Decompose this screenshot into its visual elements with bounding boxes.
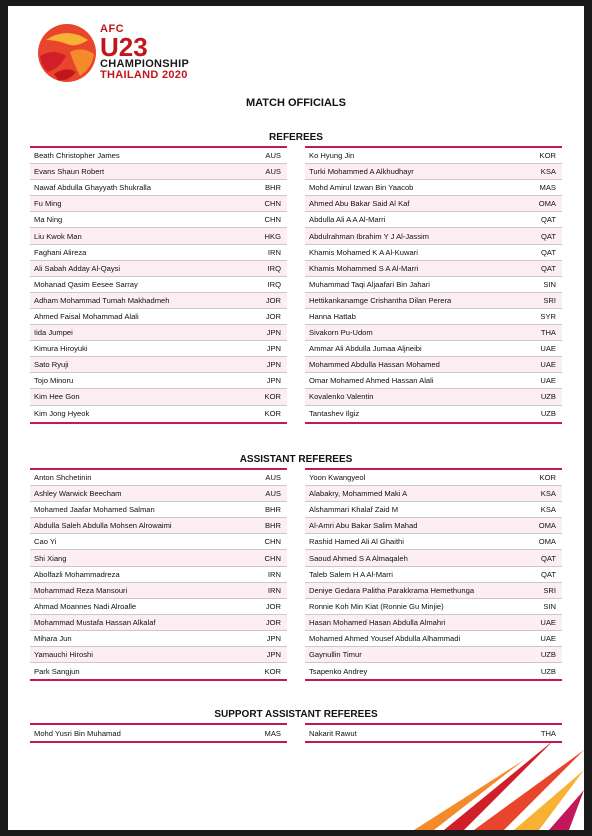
official-country-code: KOR [264, 392, 281, 402]
official-row [305, 309, 562, 325]
official-name: Ronnie Koh Min Kiat (Ronnie Gu Minjie) [309, 601, 444, 611]
official-name: Muhammad Taqi Aljaafari Bin Jahari [309, 279, 430, 289]
referees-right-list [305, 146, 562, 424]
official-row [30, 389, 287, 405]
official-row [305, 164, 562, 180]
official-row [305, 534, 562, 550]
official-country-code: UAE [540, 344, 556, 354]
official-name: Hasan Mohamed Hasan Abdulla Almahri [309, 617, 446, 627]
official-country-code: OMA [538, 521, 556, 531]
official-row [30, 277, 287, 293]
official-name: Alabakry, Mohammed Maki A [309, 489, 408, 499]
official-name: Sivakorn Pu-Udom [309, 328, 373, 338]
official-row [30, 567, 287, 583]
official-row [30, 663, 287, 679]
official-name: Abdulla Ali A A Al-Marri [309, 215, 386, 225]
official-name: Mohamed Ahmed Yousef Abdulla Alhammadi [309, 633, 461, 643]
official-row [30, 518, 287, 534]
official-country-code: KOR [539, 473, 556, 483]
official-row [30, 647, 287, 663]
official-name: Deniye Gedara Palitha Parakkrama Hemethunga [309, 585, 475, 595]
official-row [305, 341, 562, 357]
official-row [305, 470, 562, 486]
official-name: Iida Jumpei [34, 328, 73, 338]
official-name: Ali Sabah Adday Al-Qaysi [34, 263, 121, 273]
official-name: Liu Kwok Man [34, 231, 82, 241]
official-row [305, 502, 562, 518]
official-country-code: JPN [266, 633, 281, 643]
official-name: Turki Mohammed A Alkhudhayr [309, 167, 414, 177]
official-name: Mihara Jun [34, 633, 72, 643]
section-heading-assistant-referees: ASSISTANT REFEREES [239, 454, 353, 465]
official-row [305, 373, 562, 389]
official-name: Fu Ming [34, 199, 62, 209]
official-name: Kimura Hiroyuki [34, 344, 88, 354]
official-row [30, 180, 287, 196]
official-country-code: SIN [543, 279, 556, 289]
official-row [30, 293, 287, 309]
official-row [30, 228, 287, 244]
official-country-code: JPN [266, 344, 281, 354]
official-row [305, 180, 562, 196]
official-country-code: JOR [265, 311, 281, 321]
official-row [305, 567, 562, 583]
official-country-code: SYR [540, 311, 556, 321]
official-row [30, 325, 287, 341]
official-row [305, 277, 562, 293]
official-name: Faghani Alireza [34, 247, 87, 257]
official-country-code: JOR [265, 601, 281, 611]
official-name: Alshammari Khalaf Zaid M [309, 505, 399, 515]
official-country-code: IRQ [267, 279, 281, 289]
official-name: Gaynullin Timur [309, 650, 362, 660]
official-country-code: AUS [265, 489, 281, 499]
afc-u23-logo [36, 22, 236, 92]
official-country-code: CHN [264, 537, 281, 547]
official-row [305, 486, 562, 502]
official-country-code: KOR [539, 151, 556, 161]
official-country-code: MAS [539, 183, 556, 193]
football-logo-icon [36, 22, 98, 84]
official-country-code: BHR [264, 521, 281, 531]
official-name: Ahmad Moannes Nadi Alroalle [34, 601, 137, 611]
support-referees-left-list [30, 723, 287, 743]
official-row [30, 212, 287, 228]
official-row [305, 261, 562, 277]
official-row [30, 583, 287, 599]
document-page [8, 6, 584, 830]
official-row [30, 406, 287, 422]
official-row [30, 164, 287, 180]
official-name: Nakarit Rawut [309, 728, 357, 738]
official-name: Yamauchi Hiroshi [34, 650, 93, 660]
official-name: Rashid Hamed Ali Al Ghaithi [309, 537, 404, 547]
official-country-code: HKG [264, 231, 281, 241]
official-name: Ammar Ali Abdulla Jumaa Aljneibi [309, 344, 422, 354]
logo-u23: U23 [100, 32, 148, 62]
official-row [305, 406, 562, 422]
official-country-code: UAE [540, 633, 556, 643]
official-country-code: OMA [538, 537, 556, 547]
official-name: Khamis Mohamed K A Al-Kuwari [309, 247, 418, 257]
official-name: Abdulrahman Ibrahim Y J Al-Jassim [309, 231, 430, 241]
official-name: Omar Mohamed Ahmed Hassan Alali [309, 376, 434, 386]
official-country-code: AUS [265, 167, 281, 177]
official-row [305, 599, 562, 615]
official-name: Abolfazli Mohammadreza [34, 569, 120, 579]
official-country-code: IRN [267, 247, 281, 257]
official-row [30, 341, 287, 357]
referees-left-list [30, 146, 287, 424]
official-country-code: UZB [540, 409, 556, 419]
official-row [305, 212, 562, 228]
official-row [305, 245, 562, 261]
logo-host: THAILAND 2020 [100, 69, 188, 81]
official-row [305, 148, 562, 164]
official-country-code: BHR [264, 183, 281, 193]
official-country-code: KOR [264, 409, 281, 419]
official-country-code: CHN [264, 553, 281, 563]
logo-afc: AFC [100, 23, 125, 35]
official-row [30, 599, 287, 615]
official-name: Mohammad Reza Mansouri [34, 585, 128, 595]
official-name: Mohanad Qasim Eesee Sarray [34, 279, 138, 289]
official-row [305, 389, 562, 405]
official-country-code: QAT [540, 215, 556, 225]
official-row [30, 725, 287, 741]
official-row [305, 647, 562, 663]
official-name: Kovalenko Valentin [309, 392, 374, 402]
official-country-code: SIN [543, 601, 556, 611]
official-name: Mohammad Mustafa Hassan Alkalaf [34, 617, 156, 627]
decorative-flame-graphic [354, 740, 584, 830]
official-name: Ko Hyung Jin [309, 151, 355, 161]
official-country-code: QAT [540, 263, 556, 273]
official-row [30, 534, 287, 550]
official-row [305, 228, 562, 244]
official-country-code: KSA [540, 505, 556, 515]
official-name: Sato Ryuji [34, 360, 69, 370]
official-row [30, 470, 287, 486]
official-name: Mohammed Abdulla Hassan Mohamed [309, 360, 440, 370]
official-name: Ashley Warwick Beecham [34, 489, 122, 499]
official-country-code: JOR [265, 295, 281, 305]
official-country-code: MAS [264, 728, 281, 738]
official-name: Abdulla Saleh Abdulla Mohsen Alrowaimi [34, 521, 172, 531]
official-name: Adham Mohammad Tumah Makhadmeh [34, 295, 170, 305]
official-name: Anton Shchetinin [34, 473, 92, 483]
assistant-referees-left-list [30, 468, 287, 681]
official-country-code: AUS [265, 151, 281, 161]
official-name: Cao Yi [34, 537, 57, 547]
official-country-code: UAE [540, 360, 556, 370]
official-name: Park Sangjun [34, 666, 80, 676]
official-row [305, 631, 562, 647]
assistant-referees-right-list [305, 468, 562, 681]
official-name: Al-Amri Abu Bakar Salim Mahad [309, 521, 418, 531]
official-country-code: KSA [540, 167, 556, 177]
official-country-code: KOR [264, 666, 281, 676]
official-row [30, 502, 287, 518]
official-row [305, 518, 562, 534]
official-country-code: JPN [266, 360, 281, 370]
official-name: Taleb Salem H A Al-Marri [309, 569, 393, 579]
official-country-code: CHN [264, 199, 281, 209]
official-row [30, 357, 287, 373]
logo-championship: CHAMPIONSHIP [100, 58, 190, 70]
official-country-code: IRQ [267, 263, 281, 273]
official-country-code: AUS [265, 473, 281, 483]
section-heading-referees: REFEREES [269, 132, 323, 143]
official-country-code: KSA [540, 489, 556, 499]
official-country-code: QAT [540, 247, 556, 257]
official-country-code: SRI [543, 295, 556, 305]
official-row [305, 550, 562, 566]
official-country-code: QAT [540, 553, 556, 563]
official-row [30, 245, 287, 261]
official-country-code: QAT [540, 231, 556, 241]
official-name: Tantashev Ilgiz [309, 409, 360, 419]
official-country-code: CHN [264, 215, 281, 225]
official-row [305, 725, 562, 741]
official-name: Khamis Mohammed S A Al-Marri [309, 263, 419, 273]
official-row [305, 663, 562, 679]
official-name: Shi Xiang [34, 553, 67, 563]
official-row [305, 357, 562, 373]
official-country-code: SRI [543, 585, 556, 595]
official-row [305, 293, 562, 309]
official-country-code: IRN [267, 585, 281, 595]
official-name: Ahmed Abu Bakar Said Al Kaf [309, 199, 410, 209]
official-country-code: JPN [266, 376, 281, 386]
official-country-code: UAE [540, 617, 556, 627]
official-name: Kim Jong Hyeok [34, 409, 90, 419]
official-name: Mohd Yusri Bin Muhamad [34, 728, 121, 738]
official-country-code: JPN [266, 328, 281, 338]
official-name: Tojo Minoru [34, 376, 74, 386]
official-country-code: QAT [540, 569, 556, 579]
official-name: Tsapenko Andrey [309, 666, 368, 676]
official-name: Nawaf Abdulla Ghayyath Shukralla [34, 183, 151, 193]
official-row [30, 550, 287, 566]
official-row [305, 583, 562, 599]
official-row [30, 631, 287, 647]
official-row [305, 615, 562, 631]
page-title: MATCH OFFICIALS [245, 97, 346, 109]
official-name: Hanna Hattab [309, 311, 356, 321]
official-row [30, 486, 287, 502]
official-country-code: IRN [267, 569, 281, 579]
official-country-code: UZB [540, 392, 556, 402]
official-name: Ma Ning [34, 215, 63, 225]
official-country-code: THA [540, 328, 556, 338]
official-row [305, 325, 562, 341]
official-name: Hettikankanamge Crishantha Dilan Perera [309, 295, 452, 305]
official-country-code: JPN [266, 650, 281, 660]
official-name: Evans Shaun Robert [34, 167, 105, 177]
official-country-code: JOR [265, 617, 281, 627]
official-row [30, 261, 287, 277]
official-name: Saoud Ahmed S A Almaqaleh [309, 553, 408, 563]
official-country-code: THA [540, 728, 556, 738]
official-name: Mohd Amirul Izwan Bin Yaacob [309, 183, 414, 193]
official-row [305, 196, 562, 212]
official-country-code: OMA [538, 199, 556, 209]
official-row [30, 148, 287, 164]
official-country-code: UAE [540, 376, 556, 386]
official-name: Kim Hee Gon [34, 392, 80, 402]
official-name: Ahmed Faisal Mohammad Alali [34, 311, 139, 321]
official-country-code: BHR [264, 505, 281, 515]
official-country-code: UZB [540, 666, 556, 676]
section-heading-support-assistant-referees: SUPPORT ASSISTANT REFEREES [214, 709, 378, 720]
official-row [30, 615, 287, 631]
official-name: Beath Christopher James [34, 151, 120, 161]
official-name: Yoon Kwangyeol [309, 473, 366, 483]
official-row [30, 309, 287, 325]
official-country-code: UZB [540, 650, 556, 660]
official-row [30, 373, 287, 389]
official-name: Mohamed Jaafar Mohamed Salman [34, 505, 155, 515]
official-row [30, 196, 287, 212]
